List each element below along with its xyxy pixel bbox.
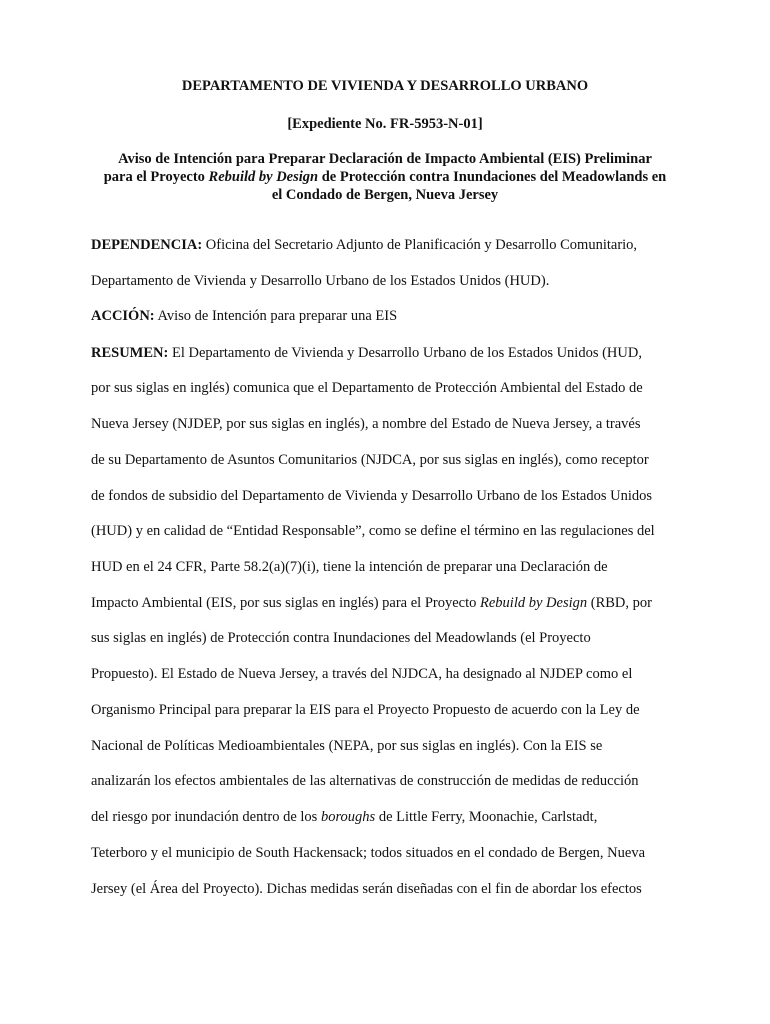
summary-text: Impacto Ambiental (EIS, por sus siglas en inglés) para el Proyecto bbox=[91, 595, 480, 611]
summary-line-16: Jersey (el Área del Proyecto). Dichas medidas serán diseñadas con el fin de abordar los efectos bbox=[91, 881, 642, 897]
agency-text: Oficina del Secretario Adjunto de Planificación y Desarrollo Comunitario, bbox=[202, 237, 638, 253]
summary-line-11: Organismo Principal para preparar la EIS para el Proyecto Propuesto de acuerdo con la Ley de bbox=[91, 702, 640, 718]
notice-title-text: para el Proyecto bbox=[103, 169, 209, 185]
department-heading: DEPARTAMENTO DE VIVIENDA Y DESARROLLO URBANO bbox=[181, 78, 589, 94]
docket-number: [Expediente No. FR-5953-N-01] bbox=[287, 116, 483, 132]
summary-line-13: analizarán los efectos ambientales de las alternativas de construcción de medidas de reducción bbox=[91, 773, 639, 789]
summary-line-4: de su Departamento de Asuntos Comunitarios (NJDCA, por sus siglas en inglés), como receptor bbox=[91, 452, 649, 468]
summary-line-3: Nueva Jersey (NJDEP, por sus siglas en inglés), a nombre del Estado de Nueva Jersey, a través bbox=[91, 416, 641, 432]
action-line bbox=[91, 307, 397, 325]
summary-text: de Little Ferry, Moonachie, Carlstadt, bbox=[375, 809, 598, 825]
agency-line-1 bbox=[91, 236, 637, 254]
summary-line-5: de fondos de subsidio del Departamento de Vivienda y Desarrollo Urbano de los Estados Unidos bbox=[91, 488, 653, 504]
summary-text: El Departamento de Vivienda y Desarrollo Urbano de los Estados Unidos (HUD, bbox=[168, 345, 642, 361]
summary-project-name: Rebuild by Design bbox=[480, 595, 588, 611]
action-label: ACCIÓN: bbox=[91, 308, 155, 324]
summary-label: RESUMEN: bbox=[91, 345, 169, 361]
summary-line-10: Propuesto). El Estado de Nueva Jersey, a través del NJDCA, ha designado al NJDEP como el bbox=[91, 666, 633, 682]
summary-line-1 bbox=[91, 344, 642, 362]
notice-title-project-name: Rebuild by Design bbox=[208, 169, 319, 185]
agency-label: DEPENDENCIA: bbox=[91, 237, 203, 253]
summary-line-2: por sus siglas en inglés) comunica que el Departamento de Protección Ambiental del Estado de bbox=[91, 380, 643, 396]
notice-title bbox=[60, 150, 710, 204]
summary-line-12: Nacional de Políticas Medioambientales (NEPA, por sus siglas en inglés). Con la EIS se bbox=[91, 738, 603, 754]
summary-line-9: sus siglas en inglés) de Protección contra Inundaciones del Meadowlands (el Proyecto bbox=[91, 630, 591, 646]
notice-title-line-3: el Condado de Bergen, Nueva Jersey bbox=[271, 187, 499, 203]
summary-line-14 bbox=[91, 808, 597, 826]
summary-line-6: (HUD) y en calidad de “Entidad Responsable”, como se define el término en las regulaciones del bbox=[91, 523, 655, 539]
summary-line-15: Teterboro y el municipio de South Hackensack; todos situados en el condado de Bergen, Nueva bbox=[91, 845, 646, 861]
summary-line-8 bbox=[91, 594, 652, 612]
summary-text: (RBD, por bbox=[587, 595, 652, 611]
summary-boroughs-term: boroughs bbox=[320, 809, 376, 825]
agency-line-2: Departamento de Vivienda y Desarrollo Urbano de los Estados Unidos (HUD). bbox=[91, 273, 550, 289]
action-text: Aviso de Intención para preparar una EIS bbox=[154, 308, 398, 324]
notice-title-text: de Protección contra Inundaciones del Meadowlands en bbox=[318, 169, 667, 185]
notice-title-line-2 bbox=[60, 168, 710, 186]
summary-text: del riesgo por inundación dentro de los bbox=[91, 809, 321, 825]
summary-line-7: HUD en el 24 CFR, Parte 58.2(a)(7)(i), tiene la intención de preparar una Declaración de bbox=[91, 559, 608, 575]
notice-title-line-1: Aviso de Intención para Preparar Declaración de Impacto Ambiental (EIS) Preliminar bbox=[118, 151, 652, 167]
